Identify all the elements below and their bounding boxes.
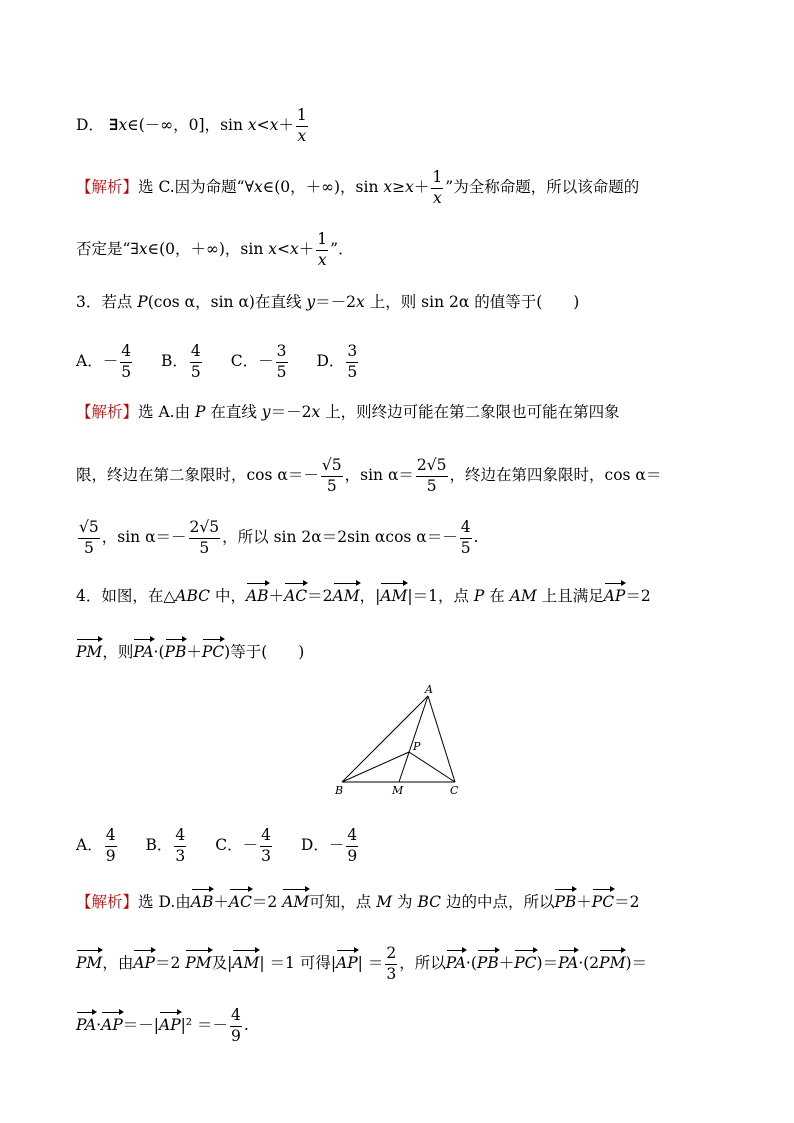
segment-ac <box>428 696 455 782</box>
denominator: 9 <box>105 846 116 865</box>
segment-bp <box>342 752 409 782</box>
var-x: x <box>311 403 321 421</box>
numerator: 4 <box>230 1008 242 1027</box>
text: 中， <box>210 587 246 605</box>
question-4-stem-1: 4．如图，在△ABC 中，AB＋AC＝2AM，|AM|＝1，点 P 在 AM 上且满足AP＝2 <box>76 582 651 606</box>
denominator: 3 <box>261 846 271 865</box>
option-d[interactable] <box>301 828 360 864</box>
numerator: 4 <box>460 520 472 539</box>
denominator: x <box>317 250 327 269</box>
text: | ＝ <box>357 954 384 972</box>
vector-pb: PB <box>477 949 499 973</box>
text: ＋ <box>268 587 285 605</box>
text: ，sin α＝ <box>344 466 414 484</box>
denominator: 5 <box>121 362 132 381</box>
var-x: x <box>118 116 128 134</box>
sign: － <box>102 352 119 370</box>
text: 上，则 sin 2α 的值等于( ) <box>364 293 580 311</box>
numerator: 2√5 <box>416 458 448 477</box>
option-label: C． <box>215 836 243 854</box>
option-a[interactable] <box>76 828 119 864</box>
text: (cos α，sin α)在直线 <box>147 293 307 311</box>
denominator: 5 <box>190 362 201 381</box>
text: | ＝1 可得| <box>259 954 337 972</box>
fraction <box>321 458 343 494</box>
text: ，由 <box>102 954 134 972</box>
fraction <box>260 828 272 864</box>
text: ＝2 <box>307 587 333 605</box>
var-x: x <box>269 116 279 134</box>
segment-am: AM <box>509 587 537 605</box>
text: ＝2 <box>625 587 651 605</box>
question-4-stem-2 <box>76 638 304 662</box>
question-3-options <box>76 344 382 380</box>
fraction <box>174 828 186 864</box>
fraction <box>316 232 328 268</box>
text: 限，终边在第二象限时，cos α＝－ <box>76 466 319 484</box>
text: ＝2 <box>251 893 283 911</box>
vector-pa: PA <box>133 638 153 662</box>
option-label: B． <box>145 836 173 854</box>
vector-ab: AB <box>191 888 214 912</box>
text: 选 A.由 <box>138 403 195 421</box>
text: |² ＝－ <box>180 1016 228 1034</box>
text: 上，则终边可能在第二象限也可能在第四象 <box>320 403 620 421</box>
var-x: x <box>253 178 263 196</box>
analysis-tag: 【解析】 <box>76 403 139 421</box>
vector-pc: PC <box>514 949 536 973</box>
segment-pc <box>409 752 455 782</box>
label-a: A <box>425 683 433 696</box>
text: ＝－2 <box>270 403 312 421</box>
text: ·( <box>465 954 477 972</box>
var-x: x <box>383 178 393 196</box>
var-y: y <box>306 293 316 311</box>
exists-symbol: ∃ <box>108 115 119 134</box>
vector-am: AM <box>282 888 309 912</box>
numerator: √5 <box>321 458 343 477</box>
fraction <box>460 520 472 556</box>
vector-ac: AC <box>229 888 252 912</box>
option-d-line <box>76 108 310 144</box>
vector-pm: PM <box>185 949 211 973</box>
var-y: y <box>261 403 271 421</box>
vector-am: AM <box>333 582 360 606</box>
question-3-stem <box>76 292 579 312</box>
vector-ac: AC <box>284 582 307 606</box>
fraction <box>431 170 443 206</box>
analysis-3-line-1 <box>76 402 620 422</box>
numerator: 3 <box>276 344 288 363</box>
sign: － <box>328 836 345 854</box>
text: 及| <box>211 954 233 972</box>
analysis-3-line-3 <box>76 520 479 556</box>
text: ≥ <box>392 178 406 196</box>
fraction <box>385 946 397 982</box>
sign: － <box>258 352 274 370</box>
vector-ap: AP <box>133 949 155 973</box>
numerator: 4 <box>105 828 117 847</box>
text: ＋ <box>186 643 202 661</box>
numerator: 2 <box>385 946 397 965</box>
var-x: x <box>405 178 414 196</box>
numerator: 4 <box>260 828 272 847</box>
triangle-name: ABC <box>175 587 211 605</box>
vector-pm: PM <box>76 949 102 973</box>
text: ＋ <box>278 116 294 134</box>
option-label: B． <box>161 352 188 370</box>
var-x: x <box>268 240 278 258</box>
option-c[interactable] <box>215 828 274 864</box>
denominator: 5 <box>326 476 337 495</box>
text: 在 <box>484 587 510 605</box>
text: ，所以 sin 2α＝2sin αcos α＝－ <box>222 528 458 546</box>
point-p: P <box>473 587 485 605</box>
denominator: 5 <box>199 538 210 557</box>
numerator: 1 <box>431 170 443 189</box>
point-m: M <box>376 893 393 911</box>
label-b: B <box>335 784 344 797</box>
analysis-3-line-2 <box>76 458 661 494</box>
fraction <box>416 458 448 494</box>
vector-pm: PM <box>76 638 102 662</box>
vector-pa: PA <box>558 949 578 973</box>
label-c: C <box>450 784 459 797</box>
fraction <box>296 108 308 144</box>
text: < <box>256 116 270 134</box>
text: ＝2 <box>154 954 186 972</box>
fraction <box>190 344 202 380</box>
denominator: 9 <box>347 846 358 865</box>
text: ·(2 <box>578 954 600 972</box>
text: < <box>277 240 291 258</box>
sign: － <box>242 836 259 854</box>
text: ＝－2 <box>315 293 357 311</box>
text: ∈(0，＋∞)，sin <box>147 240 269 258</box>
text: . <box>243 1016 249 1034</box>
var-x: x <box>138 240 148 258</box>
fraction <box>120 344 132 380</box>
label-m: M <box>392 784 404 797</box>
text: ，所以 <box>399 954 446 972</box>
option-label: D． <box>76 116 104 134</box>
fraction <box>78 520 100 556</box>
vector-pa: PA <box>76 1011 96 1035</box>
option-label: D． <box>316 352 345 370</box>
denominator: 5 <box>83 538 94 557</box>
numerator: √5 <box>78 520 100 539</box>
text: 边的中点，所以 <box>441 893 555 911</box>
denominator: 5 <box>347 362 358 381</box>
text: )＝ <box>536 954 559 972</box>
numerator: 1 <box>316 232 328 251</box>
option-label: C． <box>230 352 259 370</box>
denominator: 9 <box>231 1026 241 1045</box>
numerator: 4 <box>190 344 202 363</box>
numerator: 2√5 <box>189 520 221 539</box>
text: )＝ <box>625 954 648 972</box>
text: ”． <box>330 240 354 258</box>
vector-ap: AP <box>101 1011 123 1035</box>
text: ∈(0，＋∞)，sin <box>262 178 384 196</box>
numerator: 3 <box>346 344 358 363</box>
analysis-1-line-1 <box>76 170 639 206</box>
text: 选 D.由 <box>138 893 191 911</box>
analysis-4-line-2 <box>76 946 647 982</box>
text: 在直线 <box>205 403 262 421</box>
text: ＝2 <box>614 893 640 911</box>
fraction <box>346 344 358 380</box>
analysis-tag: 【解析】 <box>76 893 139 911</box>
vector-ap: AP <box>604 582 626 606</box>
vector-pc: PC <box>202 638 224 662</box>
analysis-4-line-1 <box>76 888 639 912</box>
analysis-4-line-3: PA·AP＝－|AP|² ＝－ $\frac{4}{9}$ . <box>76 1006 249 1045</box>
denominator: 5 <box>426 476 437 495</box>
text: 为 <box>392 893 418 911</box>
fraction <box>346 828 358 864</box>
numerator: 1 <box>296 108 308 127</box>
text: ＋ <box>413 178 430 196</box>
option-d[interactable] <box>316 344 360 380</box>
vector-pa: PA <box>446 949 466 973</box>
triangle-figure <box>330 682 470 802</box>
text: ，则 <box>102 643 134 661</box>
text: ＋ <box>498 954 515 972</box>
option-a[interactable] <box>76 344 134 380</box>
text: )等于( ) <box>224 643 305 661</box>
option-b[interactable] <box>146 828 189 864</box>
option-b[interactable] <box>161 344 204 380</box>
denominator: x <box>432 188 442 207</box>
option-label: A． <box>76 836 103 854</box>
text: 4．如图，在△ <box>76 587 176 605</box>
text: ＋ <box>213 893 229 911</box>
fraction <box>189 520 221 556</box>
fraction <box>230 1008 242 1044</box>
var-x: x <box>290 240 299 258</box>
question-4-options <box>76 828 382 864</box>
vector-pb: PB <box>165 638 187 662</box>
vector-ap: AP <box>336 949 358 973</box>
point-p: P <box>137 293 148 311</box>
point-p: P <box>195 403 206 421</box>
option-c[interactable] <box>231 344 290 380</box>
label-p: P <box>413 740 421 753</box>
analysis-1-line-2 <box>76 232 354 268</box>
text: ”为全称命题，所以该命题的 <box>445 178 640 196</box>
vector-pb: PB <box>554 888 576 912</box>
numerator: 4 <box>346 828 358 847</box>
text: 选 C.因为命题“∀ <box>138 178 254 196</box>
segment-ab <box>342 696 428 782</box>
fraction <box>105 828 117 864</box>
text: ＝－| <box>122 1016 159 1034</box>
text: |＝1，点 <box>407 587 474 605</box>
option-label: D． <box>300 836 329 854</box>
numerator: 4 <box>174 828 186 847</box>
vector-pc: PC <box>592 888 614 912</box>
vector-ap: AP <box>159 1011 181 1035</box>
denominator: x <box>297 126 307 145</box>
text: . <box>473 528 479 546</box>
var-x: x <box>247 116 257 134</box>
segment-am <box>399 696 428 782</box>
denominator: 5 <box>460 538 471 557</box>
text: ·( <box>153 643 165 661</box>
segment-bc: BC <box>417 893 442 911</box>
text: 3．若点 <box>76 293 138 311</box>
vector-am: AM <box>380 582 407 606</box>
vector-ab: AB <box>246 582 269 606</box>
text: ，sin α＝－ <box>101 528 187 546</box>
text: 否定是“∃ <box>76 240 139 258</box>
fraction <box>276 344 288 380</box>
text: 可知，点 <box>309 893 377 911</box>
text: ∈(－∞，0]，sin <box>127 116 248 134</box>
numerator: 4 <box>120 344 132 363</box>
vector-am: AM <box>232 949 259 973</box>
text: ＋ <box>576 893 592 911</box>
denominator: 3 <box>175 846 186 865</box>
text: 上且满足 <box>536 587 604 605</box>
text: ，终边在第四象限时，cos α＝ <box>449 466 662 484</box>
var-x: x <box>356 293 365 311</box>
denominator: 5 <box>276 362 287 381</box>
option-label: A． <box>76 352 103 370</box>
vector-pm: PM <box>599 949 625 973</box>
analysis-tag: 【解析】 <box>76 178 139 196</box>
denominator: 3 <box>386 964 397 983</box>
text: ＋ <box>298 240 315 258</box>
